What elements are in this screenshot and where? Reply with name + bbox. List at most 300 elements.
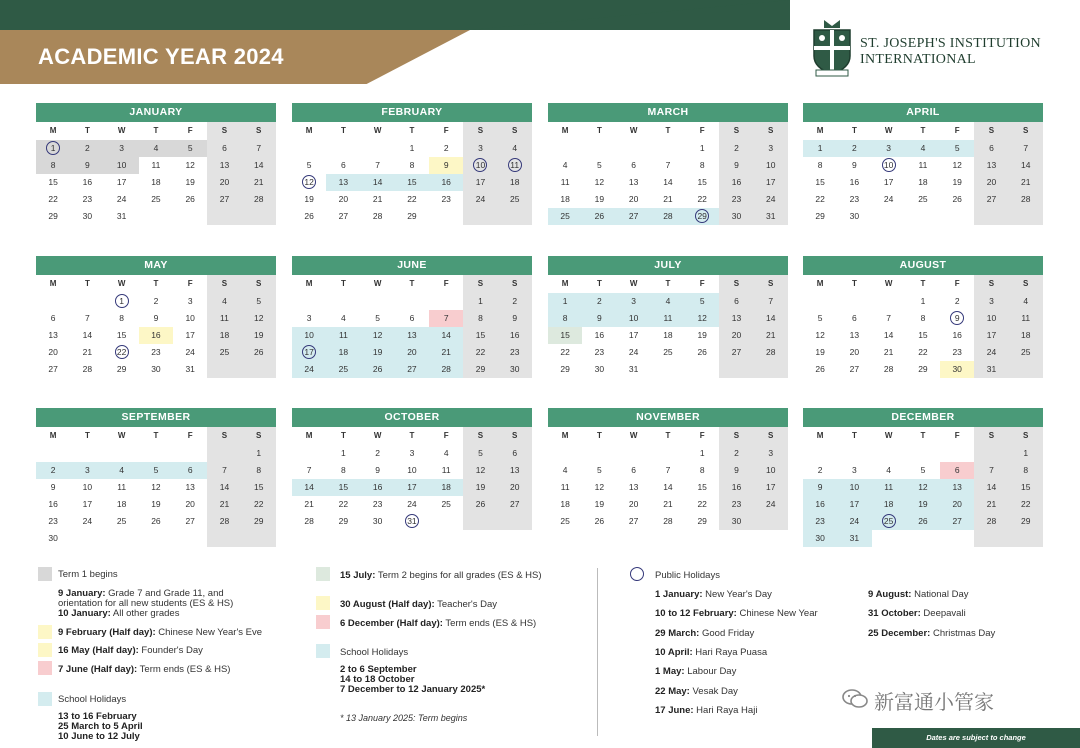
day-cell: 3 bbox=[70, 462, 104, 479]
day-cell: 24 bbox=[463, 191, 497, 208]
school-name-line1: ST. JOSEPH'S INSTITUTION bbox=[860, 36, 1041, 51]
day-cell: 10 bbox=[292, 327, 326, 344]
day-cell: 8 bbox=[242, 462, 276, 479]
day-cell: 9 bbox=[70, 157, 104, 174]
day-cell: 12 bbox=[185, 160, 195, 170]
public-holiday-entry bbox=[868, 589, 968, 600]
public-holiday-entry bbox=[655, 628, 754, 639]
day-cell: 18 bbox=[116, 499, 127, 509]
empty-cell bbox=[173, 530, 207, 547]
weekday-label: S bbox=[719, 122, 753, 140]
month-july bbox=[548, 256, 788, 378]
weekday-label: T bbox=[84, 279, 90, 288]
legend-jan10: 10 January: All other grades bbox=[58, 608, 180, 619]
day-cell: 29 bbox=[1009, 513, 1043, 530]
day-cell: 30 bbox=[940, 361, 974, 378]
day-cell: 12 bbox=[463, 462, 497, 479]
day-cell: 16 bbox=[82, 177, 93, 187]
day-cell: 6 bbox=[719, 293, 753, 310]
day-cell: 7 bbox=[85, 313, 90, 323]
day-cell: 24 bbox=[82, 516, 93, 526]
empty-cell bbox=[548, 445, 582, 462]
day-cell: 8 bbox=[119, 313, 125, 323]
legend-term2-swatch bbox=[316, 567, 330, 581]
weekday-label: M bbox=[49, 431, 57, 440]
day-cell: 4 bbox=[443, 448, 449, 458]
day-cell: 8 bbox=[1009, 462, 1043, 479]
weekday-label: S bbox=[754, 122, 788, 140]
public-holiday-entry bbox=[655, 705, 757, 716]
month-january bbox=[36, 103, 276, 225]
empty-cell bbox=[582, 445, 616, 462]
month-day-grid bbox=[36, 427, 276, 547]
day-cell: 23 bbox=[498, 344, 532, 361]
day-cell: 4 bbox=[562, 465, 568, 475]
day-cell: 28 bbox=[974, 513, 1008, 530]
day-cell: 26 bbox=[185, 194, 195, 204]
legend-footnote: * 13 January 2025: Term begins bbox=[340, 713, 468, 723]
weekday-label: S bbox=[207, 122, 241, 140]
day-cell: 8 bbox=[341, 465, 346, 475]
day-cell: 17 bbox=[185, 330, 195, 340]
weekday-label: F bbox=[699, 279, 705, 288]
day-cell: 29 bbox=[697, 516, 707, 526]
day-cell bbox=[36, 140, 70, 157]
day-cell: 15 bbox=[395, 174, 429, 191]
legend-halfday-swatch-2 bbox=[38, 643, 52, 657]
month-header: SEPTEMBER bbox=[36, 408, 276, 427]
weekday-label: M bbox=[49, 126, 57, 135]
month-header: AUGUST bbox=[803, 256, 1043, 275]
day-cell: 21 bbox=[883, 347, 894, 357]
weekday-label: T bbox=[851, 279, 857, 288]
day-cell: 15 bbox=[116, 330, 127, 340]
weekday-label: S bbox=[463, 275, 497, 293]
day-cell: 30 bbox=[48, 533, 58, 543]
day-cell: 4 bbox=[562, 160, 568, 170]
day-cell: 13 bbox=[498, 462, 532, 479]
day-cell: 3 bbox=[187, 296, 193, 306]
weekday-label: W bbox=[629, 126, 638, 135]
day-cell: 1 bbox=[699, 448, 705, 458]
weekday-label: W bbox=[884, 279, 893, 288]
day-cell: 24 bbox=[116, 194, 127, 204]
empty-cell bbox=[326, 293, 360, 310]
weekday-label: T bbox=[920, 431, 926, 440]
empty-cell bbox=[906, 208, 940, 225]
day-cell: 15 bbox=[463, 327, 497, 344]
legend-ph-label: Public Holidays bbox=[655, 570, 720, 581]
day-cell: 28 bbox=[663, 516, 673, 526]
day-cell bbox=[498, 157, 532, 174]
day-cell: 14 bbox=[429, 327, 463, 344]
weekday-label: T bbox=[153, 431, 159, 440]
day-cell: 11 bbox=[560, 482, 570, 492]
wechat-icon bbox=[842, 689, 868, 709]
day-cell: 8 bbox=[699, 160, 705, 170]
day-cell: 7 bbox=[306, 465, 312, 475]
empty-cell bbox=[651, 140, 685, 157]
day-cell: 5 bbox=[597, 465, 602, 475]
day-cell: 23 bbox=[441, 194, 451, 204]
day-cell bbox=[685, 208, 719, 225]
day-cell: 1 bbox=[699, 143, 705, 153]
weekday-label: T bbox=[665, 279, 671, 288]
day-cell: 24 bbox=[754, 496, 788, 513]
public-holiday-name: Hari Raya Puasa bbox=[692, 646, 768, 658]
legend-halfday-swatch bbox=[38, 625, 52, 639]
public-holiday-entry bbox=[868, 628, 995, 639]
day-cell: 29 bbox=[815, 211, 825, 221]
day-cell: 3 bbox=[617, 293, 651, 310]
day-cell: 16 bbox=[849, 177, 860, 187]
day-cell: 3 bbox=[872, 140, 906, 157]
month-day-grid bbox=[803, 427, 1043, 547]
day-cell: 6 bbox=[631, 465, 637, 475]
day-cell: 28 bbox=[372, 211, 383, 221]
day-cell: 25 bbox=[498, 191, 532, 208]
weekday-label: S bbox=[498, 275, 532, 293]
public-holiday-name: Vesak Day bbox=[689, 685, 738, 697]
legend-feb9: 9 February (Half day): Chinese New Year's Eve bbox=[58, 627, 263, 638]
day-cell: 16 bbox=[719, 174, 753, 191]
day-cell: 15 bbox=[697, 482, 707, 492]
legend-halfday-swatch-3 bbox=[316, 596, 330, 610]
weekday-label: M bbox=[561, 431, 569, 440]
day-cell: 29 bbox=[407, 211, 417, 221]
day-cell: 2 bbox=[443, 143, 449, 153]
day-cell: 18 bbox=[151, 177, 161, 187]
day-cell bbox=[463, 157, 497, 174]
day-cell: 31 bbox=[628, 364, 639, 374]
public-holiday-marker: 10 bbox=[882, 158, 896, 172]
day-cell: 27 bbox=[185, 516, 195, 526]
empty-cell bbox=[1009, 361, 1043, 378]
month-november bbox=[548, 408, 788, 530]
public-holiday-name: Chinese New Year bbox=[736, 608, 818, 620]
day-cell: 11 bbox=[1009, 310, 1043, 327]
weekday-label: M bbox=[561, 279, 569, 288]
public-holiday-date: 25 December: bbox=[868, 627, 931, 639]
month-day-grid bbox=[548, 122, 788, 225]
day-cell: 14 bbox=[207, 479, 241, 496]
weekday-label: T bbox=[153, 279, 159, 288]
empty-cell bbox=[754, 361, 788, 378]
weekday-label: S bbox=[498, 427, 532, 445]
day-cell: 26 bbox=[952, 194, 962, 204]
day-cell: 7 bbox=[665, 465, 671, 475]
day-cell: 18 bbox=[326, 344, 360, 361]
empty-cell bbox=[395, 293, 429, 310]
day-cell: 3 bbox=[754, 445, 788, 462]
day-cell: 13 bbox=[974, 157, 1008, 174]
day-cell: 6 bbox=[974, 140, 1008, 157]
day-cell: 24 bbox=[974, 344, 1008, 361]
day-cell: 13 bbox=[48, 330, 58, 340]
day-cell: 14 bbox=[754, 310, 788, 327]
month-header: JANUARY bbox=[36, 103, 276, 122]
day-cell: 12 bbox=[815, 330, 825, 340]
weekday-label: T bbox=[84, 126, 90, 135]
day-cell: 7 bbox=[429, 310, 463, 327]
day-cell: 16 bbox=[361, 479, 395, 496]
day-cell: 14 bbox=[663, 482, 673, 492]
public-holiday-marker: 10 bbox=[473, 158, 487, 172]
day-cell: 20 bbox=[498, 479, 532, 496]
weekday-label: T bbox=[596, 126, 602, 135]
weekday-label: S bbox=[242, 275, 276, 293]
day-cell: 11 bbox=[326, 327, 360, 344]
legend-sh-date-2: 25 March to 5 April bbox=[58, 721, 143, 732]
day-cell: 15 bbox=[548, 327, 582, 344]
empty-cell bbox=[242, 361, 276, 378]
day-cell: 20 bbox=[338, 194, 349, 204]
weekday-label: S bbox=[498, 122, 532, 140]
empty-cell bbox=[940, 530, 974, 547]
empty-cell bbox=[1009, 208, 1043, 225]
day-cell: 18 bbox=[663, 330, 673, 340]
public-holiday-date: 10 April: bbox=[655, 646, 693, 658]
empty-cell bbox=[498, 208, 532, 225]
weekday-label: M bbox=[561, 126, 569, 135]
day-cell: 15 bbox=[918, 330, 928, 340]
day-cell: 20 bbox=[628, 499, 639, 509]
weekday-label: S bbox=[242, 427, 276, 445]
legend-sh-date-3: 10 June to 12 July bbox=[58, 731, 140, 742]
weekday-label: F bbox=[187, 126, 193, 135]
day-cell: 31 bbox=[185, 364, 195, 374]
weekday-label: W bbox=[117, 126, 126, 135]
day-cell: 26 bbox=[906, 513, 940, 530]
empty-cell bbox=[36, 293, 70, 310]
day-cell: 5 bbox=[242, 293, 276, 310]
weekday-label: F bbox=[187, 279, 193, 288]
weekday-label: F bbox=[443, 126, 449, 135]
day-cell: 8 bbox=[920, 313, 926, 323]
month-header: MAY bbox=[36, 256, 276, 275]
day-cell: 7 bbox=[242, 140, 276, 157]
day-cell: 13 bbox=[628, 482, 639, 492]
weekday-label: S bbox=[1009, 275, 1043, 293]
day-cell: 6 bbox=[207, 140, 241, 157]
day-cell: 30 bbox=[151, 364, 161, 374]
day-cell: 26 bbox=[815, 364, 825, 374]
day-cell: 5 bbox=[173, 140, 207, 157]
day-cell: 25 bbox=[918, 194, 928, 204]
watermark-text: 新富通小管家 bbox=[874, 690, 994, 714]
month-day-grid bbox=[548, 275, 788, 378]
empty-cell bbox=[326, 140, 360, 157]
day-cell: 23 bbox=[48, 516, 58, 526]
day-cell: 5 bbox=[306, 160, 312, 170]
day-cell: 26 bbox=[304, 211, 314, 221]
day-cell: 9 bbox=[803, 479, 837, 496]
weekday-label: T bbox=[84, 431, 90, 440]
month-day-grid bbox=[36, 122, 276, 225]
day-cell: 28 bbox=[207, 513, 241, 530]
day-cell: 19 bbox=[361, 344, 395, 361]
empty-cell bbox=[498, 513, 532, 530]
public-holiday-date: 1 May: bbox=[655, 666, 685, 678]
weekday-label: S bbox=[974, 122, 1008, 140]
empty-cell bbox=[617, 445, 651, 462]
day-cell: 9 bbox=[498, 310, 532, 327]
legend-jun7: 7 June (Half day): Term ends (ES & HS) bbox=[58, 664, 231, 675]
day-cell: 12 bbox=[906, 479, 940, 496]
day-cell: 9 bbox=[582, 310, 616, 327]
weekday-label: F bbox=[954, 279, 960, 288]
day-cell: 21 bbox=[82, 347, 93, 357]
day-cell: 9 bbox=[153, 313, 159, 323]
day-cell: 23 bbox=[952, 347, 962, 357]
legend-aug30: 30 August (Half day): Teacher's Day bbox=[340, 599, 498, 610]
day-cell bbox=[940, 310, 974, 327]
empty-cell bbox=[974, 208, 1008, 225]
day-cell: 11 bbox=[560, 177, 570, 187]
weekday-label: T bbox=[920, 279, 926, 288]
day-cell: 19 bbox=[697, 330, 707, 340]
weekday-label: T bbox=[409, 431, 415, 440]
legend-term1-swatch bbox=[38, 567, 52, 581]
day-cell: 13 bbox=[207, 157, 241, 174]
day-cell: 10 bbox=[754, 462, 788, 479]
empty-cell bbox=[754, 513, 788, 530]
weekday-label: T bbox=[596, 279, 602, 288]
weekday-label: S bbox=[1009, 427, 1043, 445]
day-cell: 20 bbox=[849, 347, 860, 357]
month-header: NOVEMBER bbox=[548, 408, 788, 427]
day-cell: 14 bbox=[82, 330, 93, 340]
day-cell: 27 bbox=[974, 191, 1008, 208]
weekday-label: T bbox=[920, 126, 926, 135]
empty-cell bbox=[617, 140, 651, 157]
day-cell: 23 bbox=[151, 347, 161, 357]
month-march bbox=[548, 103, 788, 225]
day-cell: 14 bbox=[242, 157, 276, 174]
day-cell: 19 bbox=[463, 479, 497, 496]
day-cell: 22 bbox=[918, 347, 928, 357]
day-cell: 18 bbox=[429, 479, 463, 496]
empty-cell bbox=[872, 208, 906, 225]
weekday-label: S bbox=[463, 427, 497, 445]
empty-cell bbox=[242, 208, 276, 225]
day-cell: 2 bbox=[70, 140, 104, 157]
weekday-label: S bbox=[754, 427, 788, 445]
day-cell: 5 bbox=[817, 313, 823, 323]
day-cell: 31 bbox=[116, 211, 127, 221]
day-cell: 30 bbox=[803, 530, 837, 547]
day-cell: 26 bbox=[151, 516, 161, 526]
weekday-label: T bbox=[665, 431, 671, 440]
day-cell: 30 bbox=[849, 211, 860, 221]
public-holiday-entry bbox=[655, 589, 772, 600]
day-cell: 15 bbox=[815, 177, 825, 187]
empty-cell bbox=[70, 530, 104, 547]
day-cell: 23 bbox=[372, 499, 383, 509]
day-cell: 28 bbox=[429, 361, 463, 378]
month-header: DECEMBER bbox=[803, 408, 1043, 427]
day-cell: 14 bbox=[663, 177, 673, 187]
day-cell: 23 bbox=[803, 513, 837, 530]
empty-cell bbox=[1009, 530, 1043, 547]
day-cell: 2 bbox=[719, 445, 753, 462]
weekday-label: M bbox=[816, 279, 824, 288]
legend-may16: 16 May (Half day): Founder's Day bbox=[58, 645, 203, 656]
day-cell: 21 bbox=[663, 194, 673, 204]
day-cell: 2 bbox=[719, 140, 753, 157]
day-cell: 4 bbox=[1009, 293, 1043, 310]
day-cell: 4 bbox=[105, 462, 139, 479]
day-cell: 14 bbox=[883, 330, 894, 340]
day-cell: 17 bbox=[116, 177, 127, 187]
day-cell: 22 bbox=[463, 344, 497, 361]
day-cell: 19 bbox=[815, 347, 825, 357]
public-holiday-name: Christmas Day bbox=[930, 627, 996, 639]
day-cell: 25 bbox=[560, 516, 570, 526]
month-day-grid bbox=[292, 275, 532, 378]
day-cell: 25 bbox=[207, 344, 241, 361]
weekday-label: W bbox=[629, 431, 638, 440]
day-cell: 1 bbox=[920, 296, 926, 306]
day-cell: 20 bbox=[974, 174, 1008, 191]
weekday-label: T bbox=[665, 126, 671, 135]
public-holiday-marker: 31 bbox=[405, 514, 419, 528]
weekday-label: M bbox=[816, 126, 824, 135]
day-cell: 5 bbox=[597, 160, 602, 170]
page-title: ACADEMIC YEAR 2024 bbox=[38, 44, 284, 69]
day-cell: 20 bbox=[628, 194, 639, 204]
public-holiday-name: Labour Day bbox=[684, 666, 737, 678]
day-cell: 23 bbox=[849, 194, 860, 204]
empty-cell bbox=[429, 208, 463, 225]
weekday-label: T bbox=[409, 126, 415, 135]
weekday-label: W bbox=[373, 126, 382, 135]
day-cell: 10 bbox=[754, 157, 788, 174]
day-cell: 22 bbox=[560, 347, 570, 357]
month-august bbox=[803, 256, 1043, 378]
day-cell: 2 bbox=[375, 448, 381, 458]
day-cell: 24 bbox=[754, 191, 788, 208]
day-cell: 3 bbox=[974, 293, 1008, 310]
empty-cell bbox=[837, 293, 871, 310]
day-cell: 6 bbox=[341, 160, 346, 170]
month-day-grid bbox=[803, 275, 1043, 378]
day-cell: 17 bbox=[883, 177, 894, 187]
empty-cell bbox=[940, 208, 974, 225]
legend-jan9: 9 January: Grade 7 and Grade 11, and bbox=[58, 588, 224, 599]
day-cell: 25 bbox=[441, 499, 451, 509]
day-cell: 4 bbox=[906, 140, 940, 157]
empty-cell bbox=[292, 445, 326, 462]
day-cell: 28 bbox=[82, 364, 93, 374]
empty-cell bbox=[105, 445, 139, 462]
day-cell: 10 bbox=[837, 479, 871, 496]
day-cell: 22 bbox=[1009, 496, 1043, 513]
day-cell: 2 bbox=[498, 293, 532, 310]
day-cell: 7 bbox=[974, 462, 1008, 479]
school-name-line2: INTERNATIONAL bbox=[860, 52, 976, 67]
weekday-label: F bbox=[187, 431, 193, 440]
day-cell: 21 bbox=[207, 496, 241, 513]
day-cell: 21 bbox=[372, 194, 383, 204]
day-cell: 26 bbox=[594, 516, 605, 526]
day-cell: 17 bbox=[628, 330, 639, 340]
day-cell: 13 bbox=[185, 482, 195, 492]
weekday-label: W bbox=[373, 279, 382, 288]
day-cell: 20 bbox=[207, 174, 241, 191]
day-cell: 1 bbox=[548, 293, 582, 310]
day-cell: 30 bbox=[82, 211, 93, 221]
